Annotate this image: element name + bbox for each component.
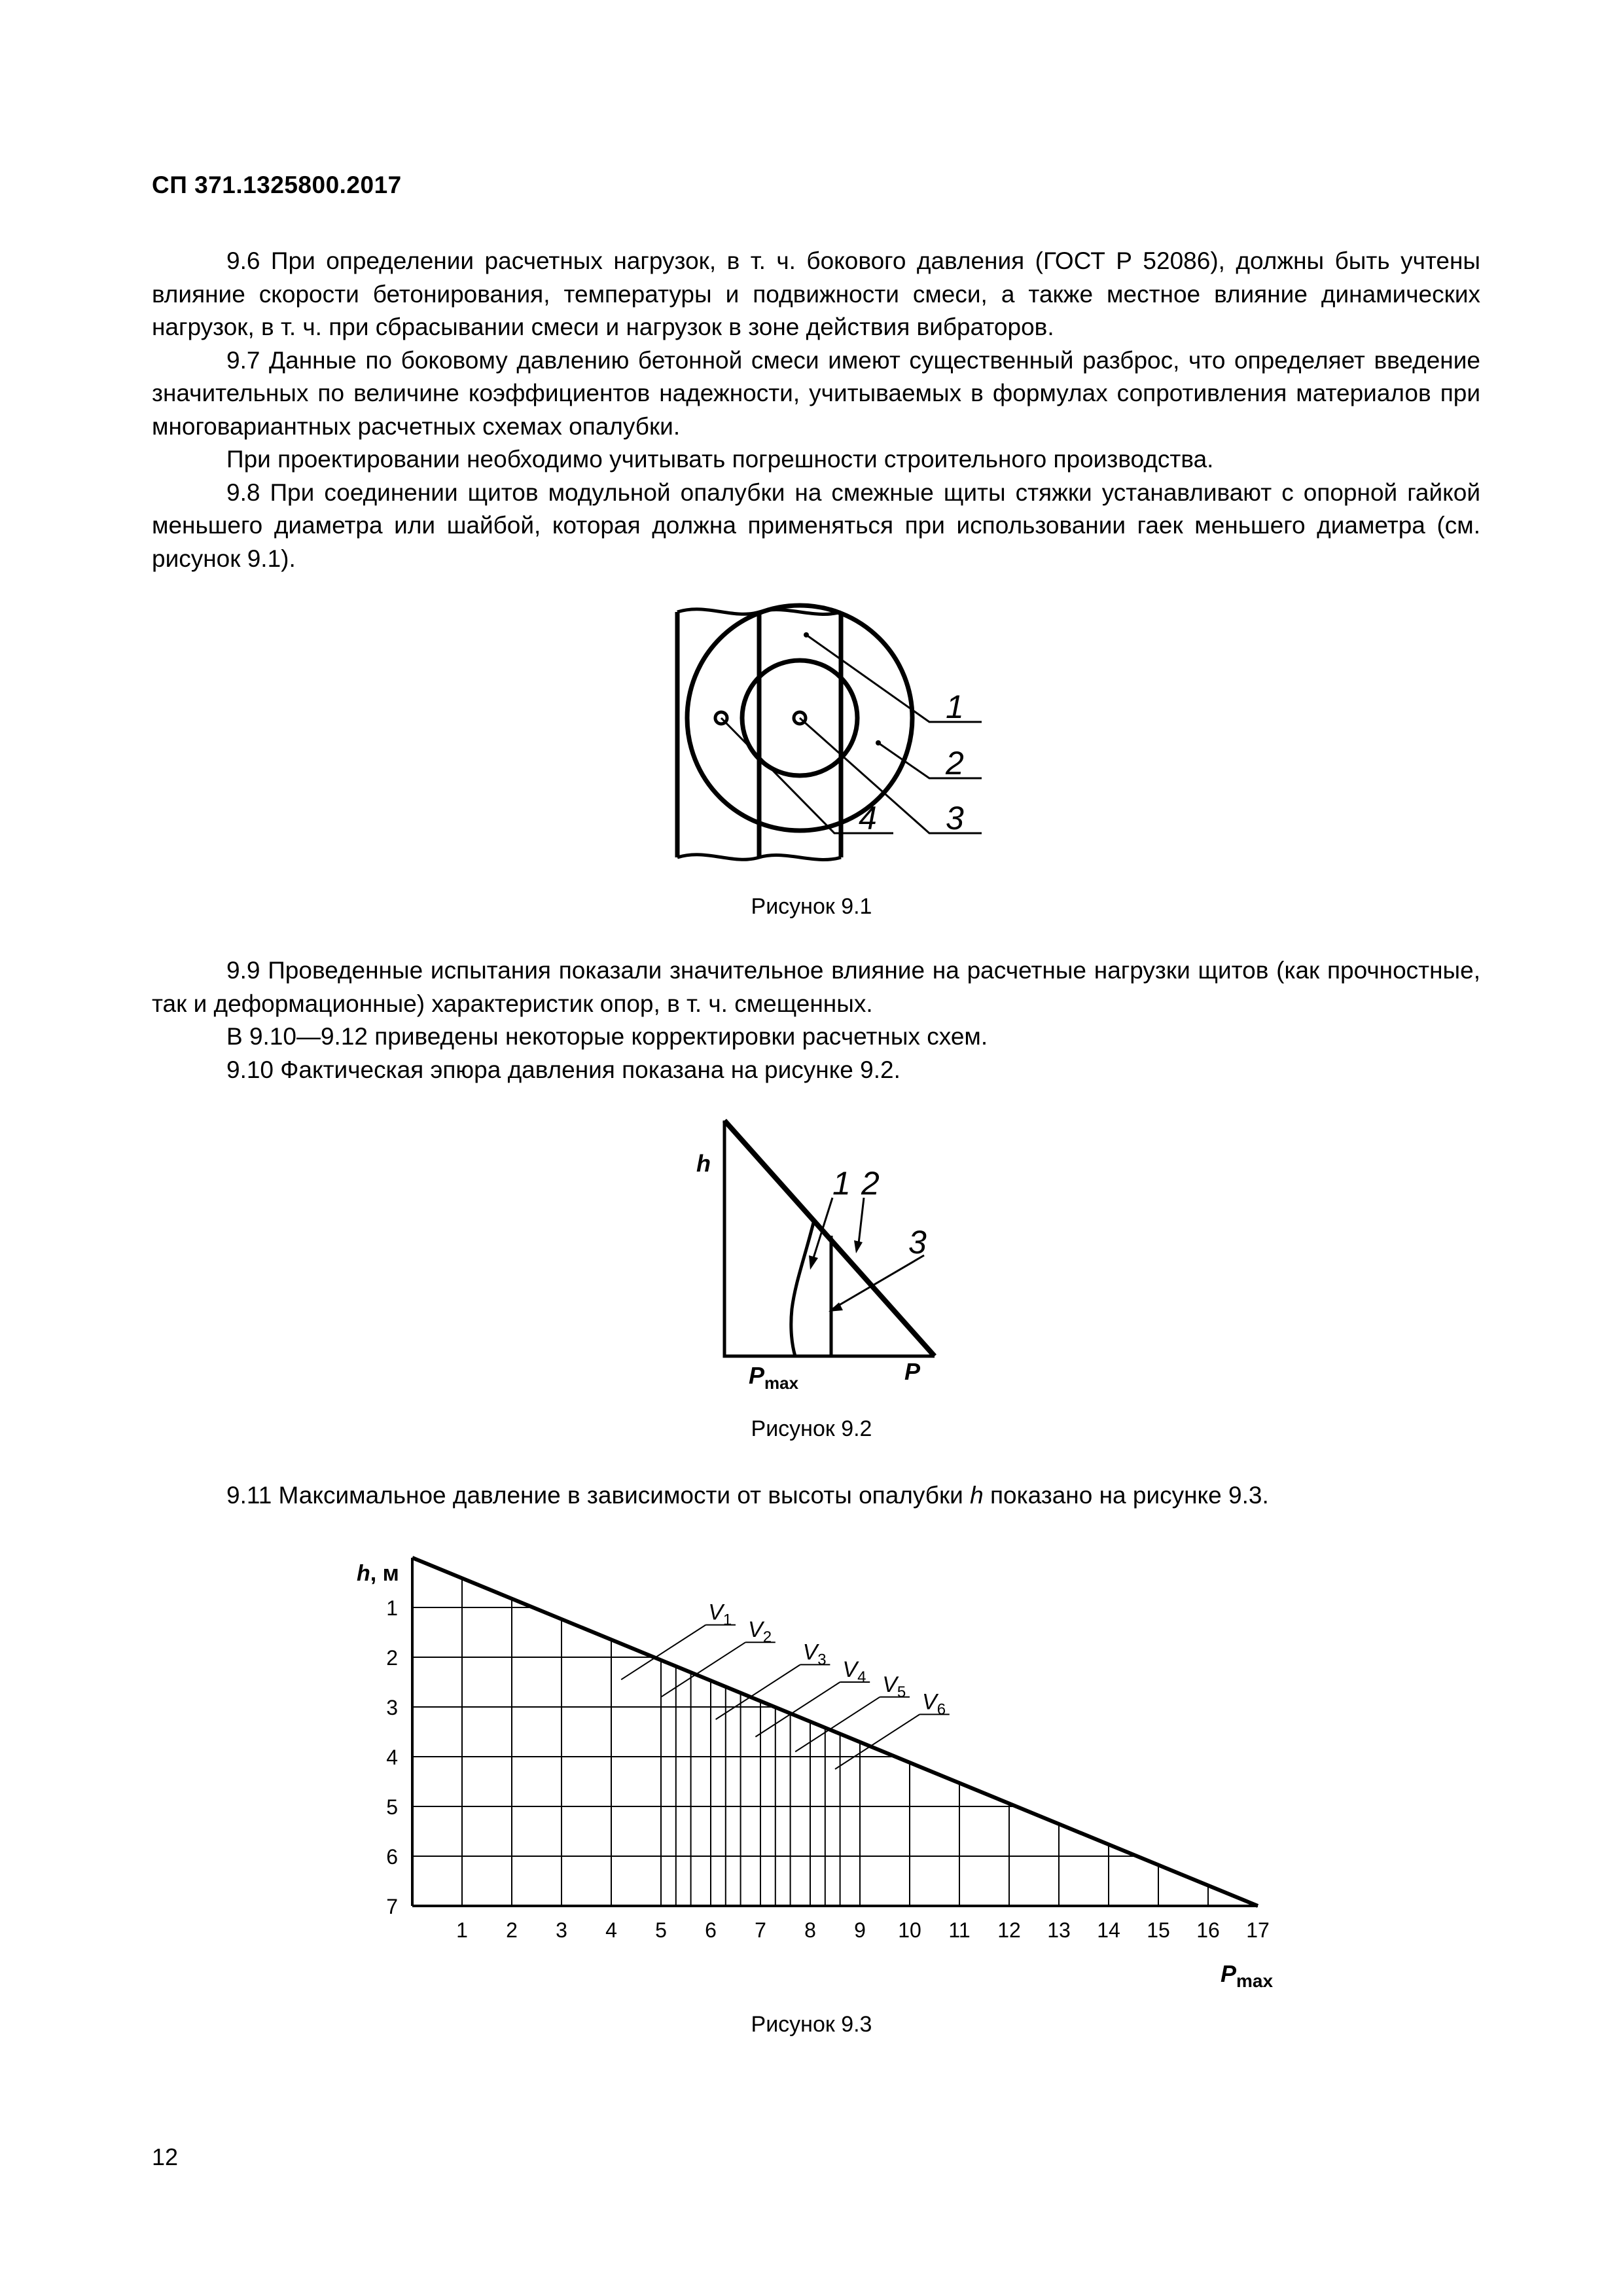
y-tick-5: 5 xyxy=(386,1795,398,1819)
y-tick-7: 7 xyxy=(386,1895,398,1918)
x-tick-8: 8 xyxy=(804,1918,816,1942)
label-pmax: $P_{max}$ xyxy=(749,1362,799,1393)
axis-label-h: h xyxy=(696,1150,711,1177)
y-tick-3: 3 xyxy=(386,1696,398,1719)
x-tick-6: 6 xyxy=(705,1918,717,1942)
curve-label-v2: $V_2$ xyxy=(748,1617,772,1647)
page-number: 12 xyxy=(152,2144,179,2170)
x-tick-1: 1 xyxy=(456,1918,468,1942)
curve-label-v3: $V_3$ xyxy=(802,1640,827,1669)
x-tick-5: 5 xyxy=(655,1918,667,1942)
line-layer xyxy=(412,1558,1258,1906)
paragraph-9-7: 9.7 Данные по боковому давлению бетонной смеси имеют существенный разброс, что определяет введение значительных по величине коэффициентов надежности, учитываемых в формулах сопротивления материалов при многовариантных расчетных схемах опалубки. xyxy=(152,346,1480,440)
x-tick-9: 9 xyxy=(854,1918,866,1942)
document-code-header: СП 371.1325800.2017 xyxy=(152,171,402,198)
paragraph-design-note: При проектировании необходимо учитывать погрешности строительного производства. xyxy=(226,446,1214,473)
y-tick-1: 1 xyxy=(386,1596,398,1620)
x-tick-7: 7 xyxy=(755,1918,766,1942)
text-section-middle xyxy=(152,954,1480,1086)
x-axis-title: $P_{max}$ xyxy=(1221,1960,1274,1991)
leader-3-line xyxy=(832,1255,924,1309)
paragraph-9-10: 9.10 Фактическая эпюра давления показана на рисунке 9.2. xyxy=(226,1056,901,1083)
callout-1: 1 xyxy=(832,1165,851,1202)
leader-line-2 xyxy=(878,743,982,778)
label-p: P xyxy=(904,1358,921,1385)
x-tick-12: 12 xyxy=(997,1918,1021,1942)
y-tick-2: 2 xyxy=(386,1646,398,1670)
x-tick-13: 13 xyxy=(1047,1918,1071,1942)
callout-4: 4 xyxy=(859,800,877,836)
arrow-head-1 xyxy=(809,1255,818,1270)
text-section-top xyxy=(152,245,1480,575)
curve-label-v6: $V_6$ xyxy=(922,1689,946,1719)
callout-2: 2 xyxy=(861,1165,880,1202)
paragraph-9-9: 9.9 Проведенные испытания показали значительное влияние на расчетные нагрузки щитов (как прочностные, так и деформационные) характеристик опор, в т. ч. смещенных. xyxy=(152,957,1480,1017)
paragraph-9-6: 9.6 При определении расчетных нагрузок, в т. ч. бокового давления (ГОСТ Р 52086), должны быть учтены влияние скорости бетонирования, температуры и подвижности смеси, а также местное влияние динамических нагрузок, в т. ч. при сбрасывании смеси и нагрузок в зоне действия вибраторов. xyxy=(152,247,1480,340)
paragraph-corrections: В 9.10—9.12 приведены некоторые корректировки расчетных схем. xyxy=(226,1023,988,1050)
x-tick-11: 11 xyxy=(948,1918,971,1942)
callout-3: 3 xyxy=(946,800,964,836)
y-tick-4: 4 xyxy=(386,1746,398,1769)
x-tick-14: 14 xyxy=(1097,1918,1120,1942)
y-tick-labels xyxy=(386,1596,398,1918)
x-tick-labels xyxy=(456,1918,1270,1942)
x-tick-15: 15 xyxy=(1147,1918,1170,1942)
x-tick-2: 2 xyxy=(506,1918,518,1942)
figure-9-3-chart xyxy=(353,1551,1296,1996)
curve-label-v5: $V_5$ xyxy=(882,1672,906,1701)
figure-9-1 xyxy=(668,605,1008,867)
curve-label-v1: $V_1$ xyxy=(708,1600,732,1629)
x-tick-16: 16 xyxy=(1196,1918,1220,1942)
callout-3: 3 xyxy=(908,1224,927,1261)
leader-2-line xyxy=(859,1198,864,1244)
callout-1: 1 xyxy=(946,689,964,725)
curve-label-v4: $V_4$ xyxy=(842,1657,866,1686)
x-tick-4: 4 xyxy=(605,1918,617,1942)
paragraph-9-8: 9.8 При соединении щитов модульной опалубки на смежные щиты стяжки устанавливают с опорной гайкой меньшего диаметра или шайбой, которая должна применяться при использовании гаек меньшего диаметра (см. рисунок 9.1). xyxy=(152,478,1480,572)
x-tick-3: 3 xyxy=(556,1918,567,1942)
figure-9-2-caption: Рисунок 9.2 xyxy=(751,1416,872,1441)
y-tick-6: 6 xyxy=(386,1845,398,1869)
paragraph-9-11-block xyxy=(152,1479,1480,1513)
callout-2: 2 xyxy=(946,745,964,781)
figure-9-2 xyxy=(687,1113,962,1394)
pressure-line-series-0 xyxy=(412,1558,1258,1906)
arrow-head-2 xyxy=(854,1240,863,1253)
figure-9-1-caption: Рисунок 9.1 xyxy=(751,894,872,919)
y-axis-title: h, м xyxy=(357,1561,399,1586)
x-tick-17: 17 xyxy=(1246,1918,1270,1942)
x-tick-10: 10 xyxy=(898,1918,921,1942)
actual-pressure-curve xyxy=(791,1223,813,1356)
paragraph-9-11: 9.11 Максимальное давление в зависимости от высоты опалубки h показано на рисунке 9.3. xyxy=(226,1482,1269,1509)
figure-9-3-caption: Рисунок 9.3 xyxy=(751,2012,872,2037)
